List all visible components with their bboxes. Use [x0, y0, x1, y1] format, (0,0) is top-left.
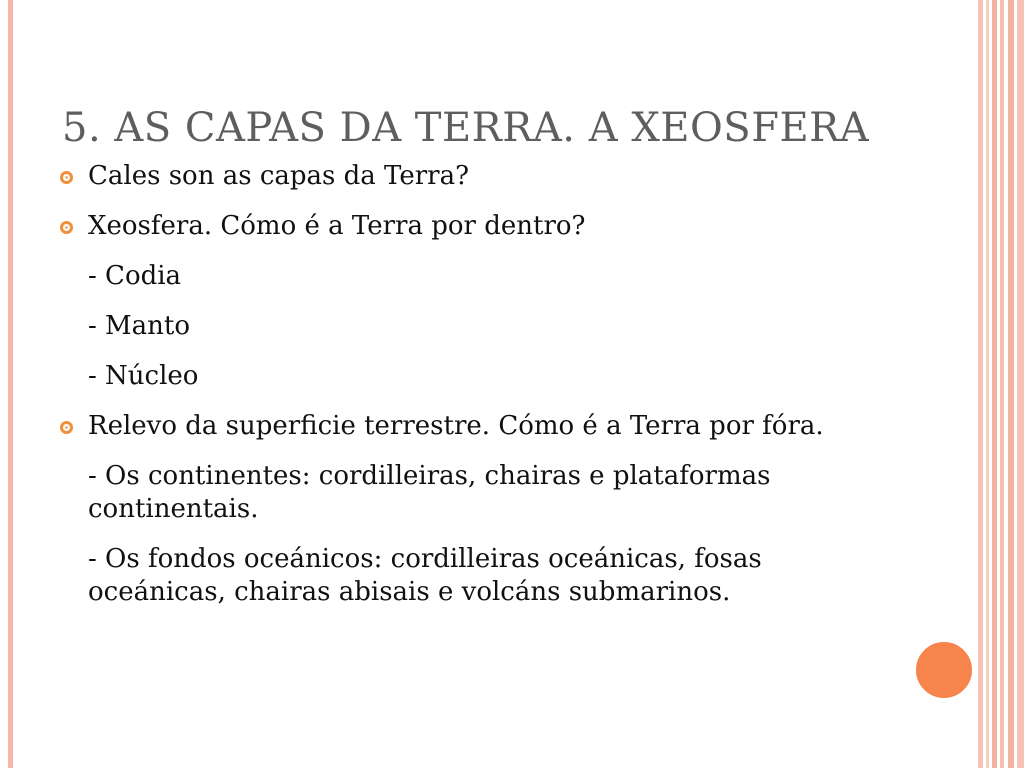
bullet-item [60, 210, 890, 243]
slide-title: 5. AS CAPAS DA TERRA. A XEOSFERA [62, 105, 870, 151]
sub-item [60, 360, 890, 393]
bullet-icon [60, 221, 73, 234]
sub-item [60, 260, 890, 293]
decorative-circle [913, 639, 975, 701]
left-decorative-bar [8, 0, 13, 768]
sub-item [60, 543, 890, 609]
sub-item-text: - Codia [88, 261, 182, 291]
sub-item [60, 310, 890, 343]
bullet-text: Xeosfera. Cómo é a Terra por dentro? [88, 211, 586, 241]
sub-item [60, 460, 890, 526]
sub-item-text: - Os fondos oceánicos: cordilleiras oceánicas, fosas oceánicas, chairas abisais e volcáns submarinos. [88, 544, 762, 607]
sub-item-text: - Manto [88, 311, 191, 341]
bullet-item [60, 410, 890, 443]
slide-body [60, 160, 890, 626]
right-decorative-stripe [986, 0, 989, 768]
right-decorative-stripe [1017, 0, 1024, 768]
sub-item-text: - Os continentes: cordilleiras, chairas e plataformas continentais. [88, 461, 771, 524]
bullet-item [60, 160, 890, 193]
bullet-icon [60, 421, 73, 434]
bullet-text: Cales son as capas da Terra? [88, 161, 470, 191]
right-decorative-stripe [1008, 0, 1014, 768]
bullet-text: Relevo da superficie terrestre. Cómo é a Terra por fóra. [88, 411, 824, 441]
bullet-icon [60, 171, 73, 184]
sub-item-text: - Núcleo [88, 361, 199, 391]
right-decorative-stripe [1000, 0, 1004, 768]
right-decorative-stripe [978, 0, 983, 768]
right-decorative-stripe [992, 0, 997, 768]
